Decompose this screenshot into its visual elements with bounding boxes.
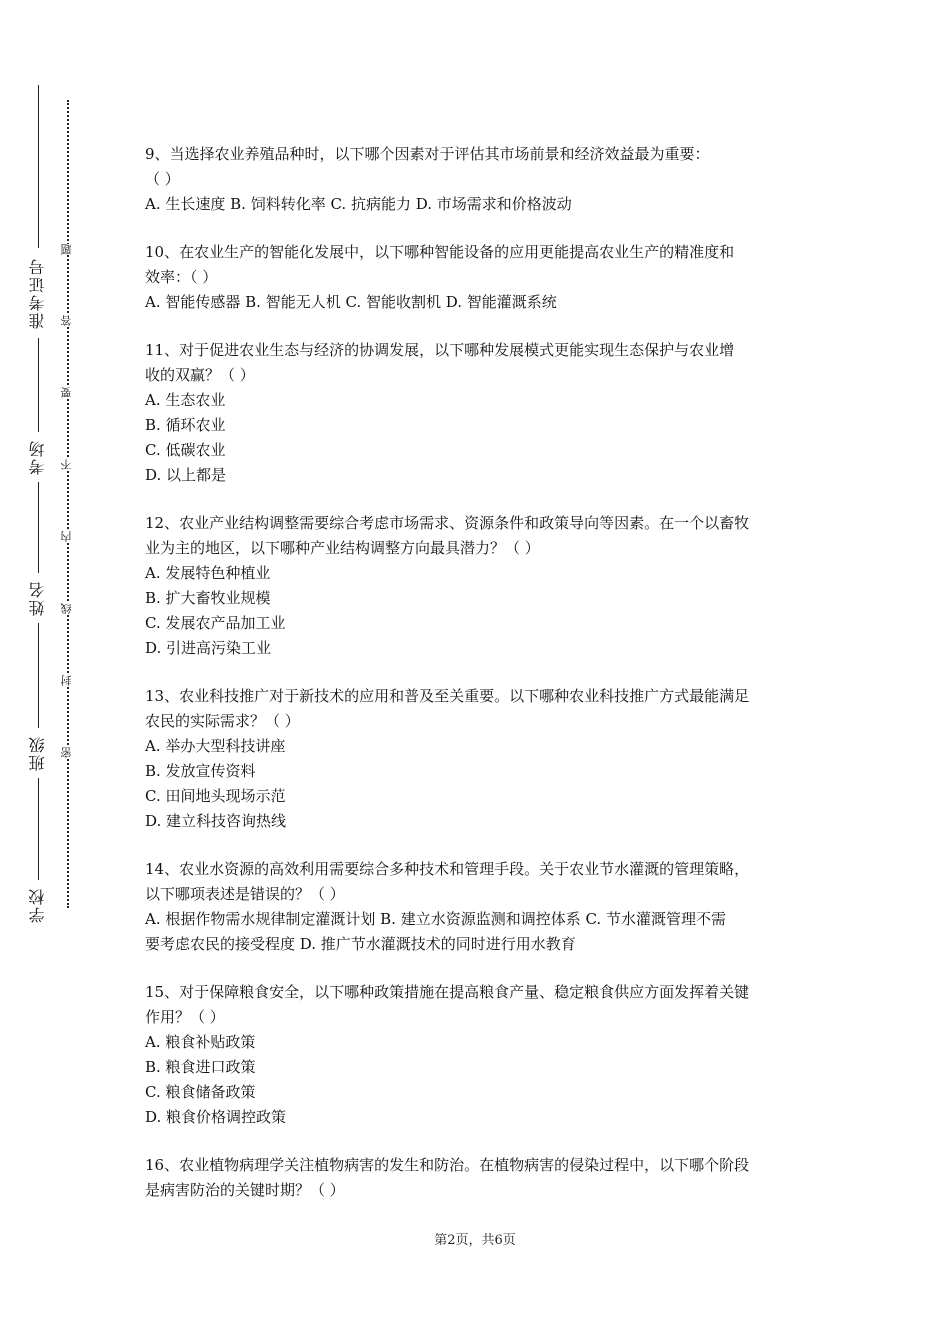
question-16 <box>145 1153 810 1203</box>
question-text: 农民的实际需求？（ ） <box>145 712 300 730</box>
answer-blank: （ ） <box>145 170 180 188</box>
name-label: 姓名 <box>20 573 56 623</box>
question-options: 要考虑农民的接受程度 D. 推广节水灌溉技术的同时进行用水教育 <box>145 935 576 953</box>
question-text: 收的双赢？（ ） <box>145 366 255 384</box>
question-options: A. 智能传感器 B. 智能无人机 C. 智能收割机 D. 智能灌溉系统 <box>145 293 557 311</box>
option-a: A. 举办大型科技讲座 <box>145 737 286 755</box>
question-text: 15、对于保障粮食安全，以下哪种政策措施在提高粮食产量、稳定粮食供应方面发挥着关键 <box>145 983 750 1001</box>
question-text: 以下哪项表述是错误的？（ ） <box>145 885 345 903</box>
question-text: 是病害防治的关键时期？（ ） <box>145 1181 345 1199</box>
option-a: A. 生态农业 <box>145 391 226 409</box>
seal-warning-char: 答 <box>60 315 76 326</box>
question-options: A. 根据作物需水规律制定灌溉计划 B. 建立水资源监测和调控体系 C. 节水灌溉管理不需 <box>145 910 726 928</box>
question-text: 13、农业科技推广对于新技术的应用和普及至关重要。以下哪种农业科技推广方式最能满足 <box>145 687 750 705</box>
question-9 <box>145 142 810 217</box>
seal-dotted-line <box>67 100 69 908</box>
question-text: 12、农业产业结构调整需要综合考虑市场需求、资源条件和政策导向等因素。在一个以畜牧 <box>145 514 750 532</box>
option-a: A. 粮食补贴政策 <box>145 1033 256 1051</box>
option-c: C. 田间地头现场示范 <box>145 787 286 805</box>
option-d: D. 以上都是 <box>145 466 227 484</box>
seal-warning-char: 要 <box>60 387 76 398</box>
question-options: A. 生长速度 B. 饲料转化率 C. 抗病能力 D. 市场需求和价格波动 <box>145 195 572 213</box>
option-d: D. 引进高污染工业 <box>145 639 272 657</box>
seal-warning-char: 内 <box>60 531 76 542</box>
question-text: 作用？（ ） <box>145 1008 225 1026</box>
seal-warning-char: 线 <box>60 603 76 614</box>
question-11 <box>145 338 810 488</box>
exam-number-label: 准考证号 <box>20 248 56 338</box>
question-text: 16、农业植物病理学关注植物病害的发生和防治。在植物病害的侵染过程中，以下哪个阶段 <box>145 1156 750 1174</box>
question-text: 11、对于促进农业生态与经济的协调发展，以下哪种发展模式更能实现生态保护与农业增 <box>145 341 735 359</box>
page-footer: 第2页，共6页 <box>434 1233 516 1248</box>
option-c: C. 粮食储备政策 <box>145 1083 256 1101</box>
seal-warning-char: 不 <box>60 459 76 470</box>
option-b: B. 粮食进口政策 <box>145 1058 256 1076</box>
question-text: 业为主的地区，以下哪种产业结构调整方向最具潜力？（ ） <box>145 539 540 557</box>
option-c: C. 发展农产品加工业 <box>145 614 286 632</box>
question-15 <box>145 980 810 1130</box>
option-d: D. 粮食价格调控政策 <box>145 1108 287 1126</box>
question-14 <box>145 857 810 957</box>
question-text: 14、农业水资源的高效利用需要综合多种技术和管理手段。关于农业节水灌溉的管理策略， <box>145 860 750 878</box>
school-label: 学校 <box>20 880 56 930</box>
question-text: 10、在农业生产的智能化发展中，以下哪种智能设备的应用更能提高农业生产的精准度和 <box>145 243 735 261</box>
question-13 <box>145 684 810 834</box>
binding-solid-line <box>38 85 39 920</box>
option-c: C. 低碳农业 <box>145 441 226 459</box>
question-text: 9、当选择农业养殖品种时，以下哪个因素对于评估其市场前景和经济效益最为重要： <box>145 145 710 163</box>
option-b: B. 发放宣传资料 <box>145 762 256 780</box>
option-d: D. 建立科技咨询热线 <box>145 812 287 830</box>
seal-warning-char: 题 <box>60 244 76 255</box>
question-list <box>145 142 810 1226</box>
seal-warning-char: 封 <box>60 675 76 686</box>
binding-margin <box>0 0 110 1344</box>
exam-room-label: 考场 <box>20 432 56 482</box>
question-10 <box>145 240 810 315</box>
option-a: A. 发展特色种植业 <box>145 564 271 582</box>
question-12 <box>145 511 810 661</box>
option-b: B. 循环农业 <box>145 416 226 434</box>
option-b: B. 扩大畜牧业规模 <box>145 589 271 607</box>
question-text: 效率：（ ） <box>145 268 218 286</box>
seal-warning-char: 密 <box>60 747 76 758</box>
class-label: 班级 <box>20 728 56 778</box>
